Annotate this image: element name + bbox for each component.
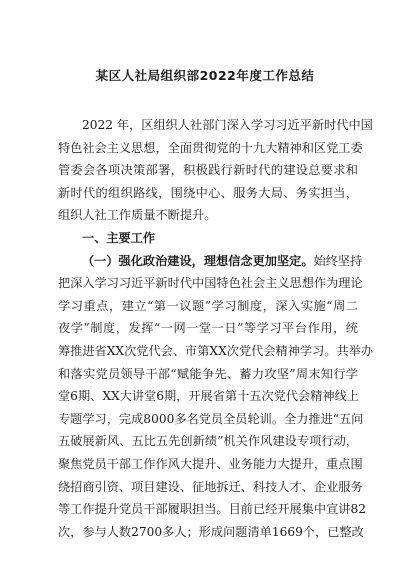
intro-line: 新时代的组织路线，围绕中心、服务大局、务实担当，	[58, 185, 358, 200]
document-body	[58, 114, 374, 543]
body-line: 堂6期、XX大讲堂6期，开展省第十五次党代会精神线上	[58, 389, 359, 404]
intro-line: 特色社会主义思想，全面贯彻党的十九大精神和区党工委	[58, 140, 363, 155]
body-line: 绕招商引资、项目建设、征地拆迁、科技人才、企业服务	[58, 479, 363, 494]
intro-line: 组织人社工作质量不断提升。	[58, 208, 217, 223]
body-line: 把深入学习习近平新时代中国特色社会主义思想作为理论	[58, 276, 363, 291]
subsection-first-line	[58, 250, 363, 273]
body-line: 等工作提升党员干部履职担当。目前已经开展集中宣讲82	[58, 502, 367, 517]
body-line: 和落实党员领导干部“赋能争先、蓄力攻坚”周末知行学	[58, 366, 358, 381]
body-line: 专题学习，完成8000多名党员全员轮训。全力推进“五问	[58, 411, 364, 426]
subsection-lead-rest: 始终坚持	[313, 253, 363, 268]
intro-line: 管委会各项决策部署，积极践行新时代的建设总要求和	[58, 163, 358, 178]
document-title: 某区人社局组织部2022年度工作总结	[95, 68, 315, 83]
intro-line: 2022 年，区组织人社部门深入学习习近平新时代中国	[82, 118, 373, 132]
body-line: 五破展新风、五比五先创新绩”机关作风建设专项行动，	[58, 434, 358, 449]
body-line: 筹推进省XX次党代会、市第XX次党代会精神学习。共举办	[58, 343, 374, 358]
section-heading: 一、主要工作	[82, 230, 156, 245]
body-line: 学习重点，建立“第一议题”学习制度，深入实施“周二	[58, 298, 358, 313]
body-line: 次，参与人数2700多人；形成问题清单1669个，已整改	[58, 524, 364, 539]
body-line: 夜学”制度，发挥“一网一堂一日”等学习平台作用，统	[58, 321, 358, 336]
body-line: 聚焦党员干部工作作风大提升、业务能力大提升，重点围	[58, 456, 363, 471]
subsection-lead: （一）强化政治建设，理想信念更加坚定。	[82, 253, 314, 268]
